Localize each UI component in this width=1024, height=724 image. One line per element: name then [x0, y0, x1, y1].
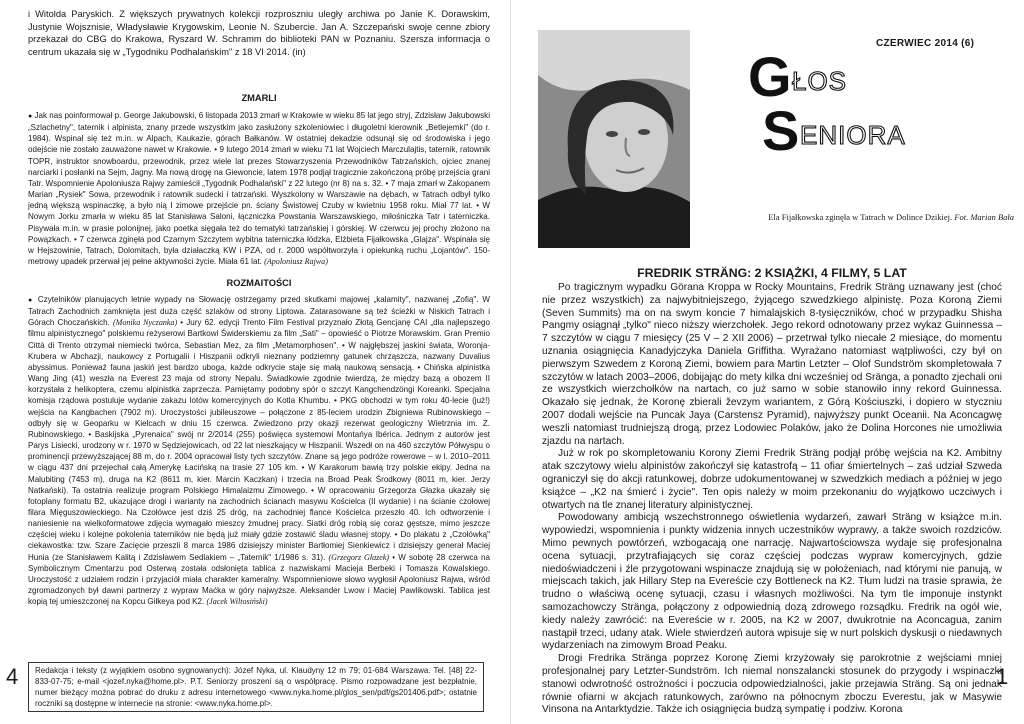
logo-initial-s: S	[762, 99, 800, 152]
zmarli-author: (Apoloniusz Rajwa)	[264, 257, 328, 267]
article-body	[542, 282, 1002, 717]
article-paragraph: Drogi Fredrika Stränga poprzez Koronę Ziemi krzyżowały się parokrotnie z wejściami mniej profesjonalnej pary Letzter-Sundström. Ich niemal nonszalancki stosunek do przygody i wspinaczki stanowi odwrotność ostrożności i poczucia odpowiedzialności, jakie przejawia Sträng. Są oni jednak równie ofiarni w akcjach ratunkowych, zarówno na północnym zboczu Everestu, jak w Masywie Vinsona na Antarktydzie. Także ich osiągnięcia budzą sympatię i podziw. Korona	[542, 653, 1002, 716]
bullet-icon: ●	[28, 113, 33, 120]
issue-label: CZERWIEC 2014 (6)	[876, 38, 975, 49]
page-number-right: 1	[996, 664, 1009, 689]
page-number-left: 4	[6, 664, 19, 689]
page-spine	[510, 0, 511, 724]
article-paragraph: Już w rok po skompletowaniu Korony Ziemi Fredrik Sträng podjął próbę wejścia na K2. Ambitny atak szczytowy wielu alpinistów zakończył się katastrofą – 11 ofiar śmiertelnych – zaś udział Szweda ograniczył się do akcji ratunkowej, dobrze udokumentowanej w szwedzkich mediach a później w jego książce – „K2 na śmierć i życie". Ten opis należy w moim przekonaniu do wyjątkowo uczciwych i otwartych na tle znanej literatury alpinistycznej.	[542, 448, 1002, 511]
article-title: FREDRIK STRÄNG: 2 KSIĄŻKI, 4 FILMY, 5 LAT	[637, 266, 907, 280]
photo-credit: Fot. Marian Bała	[954, 212, 1014, 222]
rozmaitosci-author-b: (Grzegorz Głazek)	[328, 552, 390, 562]
article-paragraph: Powodowany ambicją wszechstronnego oświetlenia wydarzeń, zawarł Sträng w książce m.in. wypowiedzi, wspomnienia i punkty widzenia innych uczestników wyprawy, a także swoich rozdziców. Mimo pewnych powtórzeń, wzbogacają one narrację. Najwartościowsza wydaje się profesjonalna ocena sytuacji, przytrafiających się coraz częściej podczas wypraw komercyjnych, gdzie niedoświadczeni i źle przygotowani wspinacze znajdują się w położeniach, nad którymi nie panują, w miejscach takich, jak Hillary Step na Evereście czy Bottleneck na K2. Tłum ludzi na trasie sprawia, że trudno o właściwą ocenę sytuacji, czasu i własnych możliwości. Na tym tle imponuje instynkt samozachowczy Stränga, połączony z odpowiednią dozą zdrowego rozsądku. Fredrik na ogół wie, kiedy należy zawrócić: na Evereście w r. 2005, na K2 w 2007, dwukrotnie na Aconcagua, zanim nastąpił trzeci, udany atak. Wiele stwierdzeń autora wpisuje się w nurt polskich dyskusji o niedawnych wydarzeniach na zimowym Broad Peaku.	[542, 512, 1002, 652]
portrait-illustration	[538, 30, 690, 248]
rozmaitosci-author-c: (Jacek Wiltosiński)	[206, 597, 268, 607]
editorial-footer-box	[28, 662, 484, 712]
logo-word-2: ENIORA	[800, 120, 906, 150]
rozmaitosci-body-b: • Jury 62. edycji Trento Film Festival przyznało Złotą Gencjanę CAI „dla najlepszego filmu alpinistycznego" polskiemu reżyserowi Bartkowi Świderskiemu za film „Sati" – opowieść o Piotrze Morawskim. Gran Premio Città di Trento otrzymał niemiecki twórca, Sebastian Mez, za film „Metamorphosen". • W najgłębszej jaskini świata, Woronja-Krubera w Abchazji, naukowcy z Portugalii i Hiszpanii odkryli nieznany podziemny gatunek chrząszcza, nazwany Duvalius abyssimus. Poniewaź fauna jaskiń jest bardzo uboga, każde odkrycie staje się małą naukową sensacją. • Chińska alpinistka Wang Jing (41) weszła na Everest 23 maja od strony Nepalu. Świadkowie zgodnie twierdzą, że między bazą a obozem II korzystała z helikoptera, czemu alpinistka zaprzecza. Pamiętamy podobny spór o szczyt Kangchendzöngi Koreanki. Specjalna komisja rządowa postuluje wydanie zakazu lotów komercyjnych do Kotla Khumbu. • PKG obchodzi w tym roku 40-lecie (już!) wejścia na Kangbachen (7902 m). Uroczystości jubileuszowe – połączone z 85-leciem urodzin Zbigniewa Rubinowskiego – odbyły się w Geoparku w Kielcach w dniu 15 czerwca. Zwiedzono przy okazji rezerwat geologiczny Wietrznia im. Z. Rubinowskiego. • Baskijska „Pyrenaica" swój nr 2/2014 (255) poświęca systemowi Montańya Ibérica. Jednym z autorów jest Parys Lisiecki, urodzony w r. 1970 w Sędziejowicach, od 22 lat nieszkający w Hiszpanii. Wszedł on na 460 szczytów Półwyspu o prominencji przewyższającej 88 m, do r. 2004 opracował listy tych szczytów. Znane są jego podróże rowerowe – w l. 2010–2011 w ciągu 437 dni przejechał całą Amerykę Łacińską na trasie 27 105 km. • W Karakorum bawią trzy polskie ekipy. Jedna na Malubiting (7453 m), druga na K2 (8611 m, kier. Marcin Kaczkan) i trzecia na Broad Peak Środkowy (8011 m, kier. Jerzy Natkański). Ta ostatnia realizuje program Polskiego Himalaizmu Zimowego. • W opracowaniu Grzegorza Głazka ukazały się fotoplany formatu B2, ukazujące drogi i warianty na zachodnich ścianach masywu Kościelca (II wydanie) i na ścianie czołowej filara Mięguszowieckiego. Na Czołówce jest dziś 25 dróg, na zachodniej flance Kościelca przeszło 40. Ich odtworzenie i naniesienie na wielkoformatowe zdjęcia wymagało mieszcy żmudnej pracy. Siatki dróg robią się coraz gęstsze, mimo jeszcze częściej wieku i kolejne pokolenia taterników nie będą już miały gdzie zostawić śladu własnej stopy. • Do plakatu z „Czołówką" ciekawostka: tzw. Szare Zacięcie przeszli 8 marca 1986 dzisiejszy minister Bartłomiej Sienkiewicz i dzisiejszy generał Maciej Hunia (ze Stanisławem Kalitą i Zdzisławem Sedlakiem – „Taternik" 1/1986 s. 31).	[28, 318, 490, 562]
rozmaitosci-heading: ROZMAITOŚCI	[226, 278, 292, 288]
logo-initial-g: G	[748, 52, 792, 108]
logo-word-1: ŁOS	[792, 66, 848, 96]
left-page	[0, 0, 508, 724]
bullet-icon: ●	[28, 297, 34, 304]
glos-seniora-logo	[748, 52, 1018, 152]
zmarli-heading: ZMARLI	[241, 93, 277, 103]
intro-paragraph: i Witolda Paryskich. Z większych prywatnych kolekcji rozproszniu uległy archiwa po Janie K. Dorawskim, Justynie Wojsznisie, Władysławie Krygowskim, Leonie N. Szubercie. Jan A. Szczepański swoje cenne zbiory przekazał do CBG do Krakowa, Ryszard W. Schramm do biblioteki PAN w Poznaniu. Szersza informacja o centrum ukazała się w „Tygodniku Podhalańskim" z 18 VI 2014. (in)	[28, 9, 490, 57]
article-paragraph: Po tragicznym wypadku Görana Kroppa w Rocky Mountains, Fredrik Sträng uznawany jest (choć nie przez wszystkich) za najwybitniejszego, żyjącego szwedzkiego alpinistę. Poza Koroną Ziemi (Seven Summits) ma on na swym koncie 7 himalajskich 8-tysięczników, choć w przypadku Shisha Pangmy osiągnął „tylko" nieco niższy wierzchołek. Jego rekord odnotowany przez wykaz Guinnessa – 7 szczytów w ciągu 7 miesięcy (25 V – 2 XII 2006) – przetrwał tylko niecałe 2 miesiące, do momentu uznania osiągnięcia Kanadyjczyka Daniela Griffitha. Wyrażano natomiast wątpliwości, czy był on pierwszym Szwedem z Koroną Ziemi, bowiem para Martin Letzter – Olof Sundström skompletowała 7 szczytów w latach 2003–2006, dobijając do mety kilka dni wcześniej od Sränga, a ponadto zjechali oni ze wszystkich wierzchołków na nartach, co już samo w sobie stanowiło inny rekord Guinnessa. Okazało się jednak, że Koronę zbierali ževzym wariantem, z Górą Kościuszki, i dopiero w styczniu 2007 dodali wejście na Puncak Jaya (Carstensz Pyramid), najwyższy punkt Oceanii. Na Aconcagwę weszli natomiast trudniejszą drogą, przez Lodowiec Polaków, jako że Dolina Horcones nie umożliwia zjazdu na nartach.	[542, 282, 1002, 447]
rozmaitosci-body-a: Czytelników planujących letnie wypady na Słowację ostrzegamy przed skutkami majowej „kalamity", nazwanej „Zofią". W Tatrach Zachodnich zamknięta jest duża część szlaków od strony Liptowa. Zatarasowane są też ścieżki w Niskich Tatrach i Górach Choczańskich.	[28, 295, 490, 328]
right-page	[516, 0, 1024, 724]
portrait-photo-icon	[538, 30, 690, 248]
rozmaitosci-text	[28, 294, 490, 607]
editorial-footer-text: Redakcja i teksty (z wyjątkiem osobno sygnowanych): Józef Nyka, ul. Klaudyny 12 m 79; 01-684 Warszawa. Tel. [48] 22-833-07-75; e-mail <jozef.nyka@home.pl>. P.T. Seniorzy proszeni są o współpracę. Pismo rozpowadzane jest bezpłatnie, numer bieżący można pobrać do druku z adresu internetowego <www.nyka.home.pl/glos_sen/pdf/gs201406.pdf>; ostatnie roczniki są dostępne w internecie na stronie: <www.nyka.home.pl>.	[35, 666, 477, 708]
rozmaitosci-author-a: (Monika Nyczanka)	[113, 318, 178, 328]
zmarli-body: Jak nas poinformował p. George Jakubowski, 6 listopada 2013 zmarł w Krakowie w wieku 85 lat jego stryj, Zdzisław Jakubowski „Szlachetny", taternik i alpinista, znany przede wszystkim jako zasłużony szkoleniowiec i długoletni kierownik „Betlejemki" (do r. 1984). Wspinał się też m.in. w Alpach, Kaukazie, górach Bałkanów. W ostatniej dekadzie odsunął się od środowiska i jego odejście nie zostało zauważone nawet w Krakowie. • 9 lutego 2014 zmarł w wieku 71 lat Wojciech Marczulajtis, taternik, ratownik TOPR, instruktor snowboardu, przewodnik, przez wiele lat prezes Stowarzyszenia Przewodników Tatrzańskich, ojciec znanej narciarki i posłanki na Sejm, Jagny. Ma nową drogę na Giewoncie, latem 1978 podjął tragicznie zakończoną próbę przejścia grani Tatr. Wspomnienie Apoloniusza Rajwy zamieścił „Tygodnik Podhalański" z 22 lutego (nr 8) na s. 32. • 7 maja zmarł w Zakopanem Marian „Rysiek" Sowa, przewodnik i ratownik sudecki i tatrzański. Wyszkolony w Warszawie na dębach, w Tatrach odbył tylko jedną większą wspinaczkę, a było nią I zimowe przejście pn. ściany Świstowej Czuby w kwietniu 1958 roku. Miał 77 lat. • W Nowym Jorku zmarła w wieku 85 lat Stanisława Saloni, łączniczka Powstania Warszawskiego, miłośniczka Tatr i taterniczka. Pisywała m.in. w prasie polonijnej, jako poetka sięgała też do tematyki tatrzańskiej i górskiej. W czerwcu jej prochy złożono na Powązkach. • 7 czerwca zginęła pod Czarnym Szczytem wybitna taterniczka łódzka, Elżbieta Fijałkowska „Glajza". Wspinała się w Hejszowinie, Tatrach, Dolomitach, była działaczką KW i PZA, od r. 2000 współtworzyła i opiekunką ruchu „Lojantów". 150-metrowy upadek przerwał jej pełne aktywności życie. Miała 61 lat.	[28, 111, 490, 267]
rozmaitosci-body-c: • W sobotę 28 czerwca na Symbolicznym Cmentarzu pod Osterwą została odsłonięta tablica z nazwiskami Macieja Berbeki i Tomasza Kowalskiego. Uroczystość z udziałem rodzin i przyjaciół miała charakter kameralny. Wspomnieniowe słowo wygłosił Apoloniusz Rajwa, wśród zgromadzonych był dawni partnerzy z wypraw Maćka w góry najwyższe. Aleksander Lwow i Maciej Pawlikowski. Tablica jest kopią tej umieszczonej na Kopcu Gilkeya pod K2.	[28, 552, 490, 607]
photo-caption	[704, 212, 1014, 222]
zmarli-text	[28, 110, 490, 267]
photo-caption-text: Ela Fijałkowska zginęła w Tatrach w Dolince Dzikiej.	[768, 212, 953, 222]
